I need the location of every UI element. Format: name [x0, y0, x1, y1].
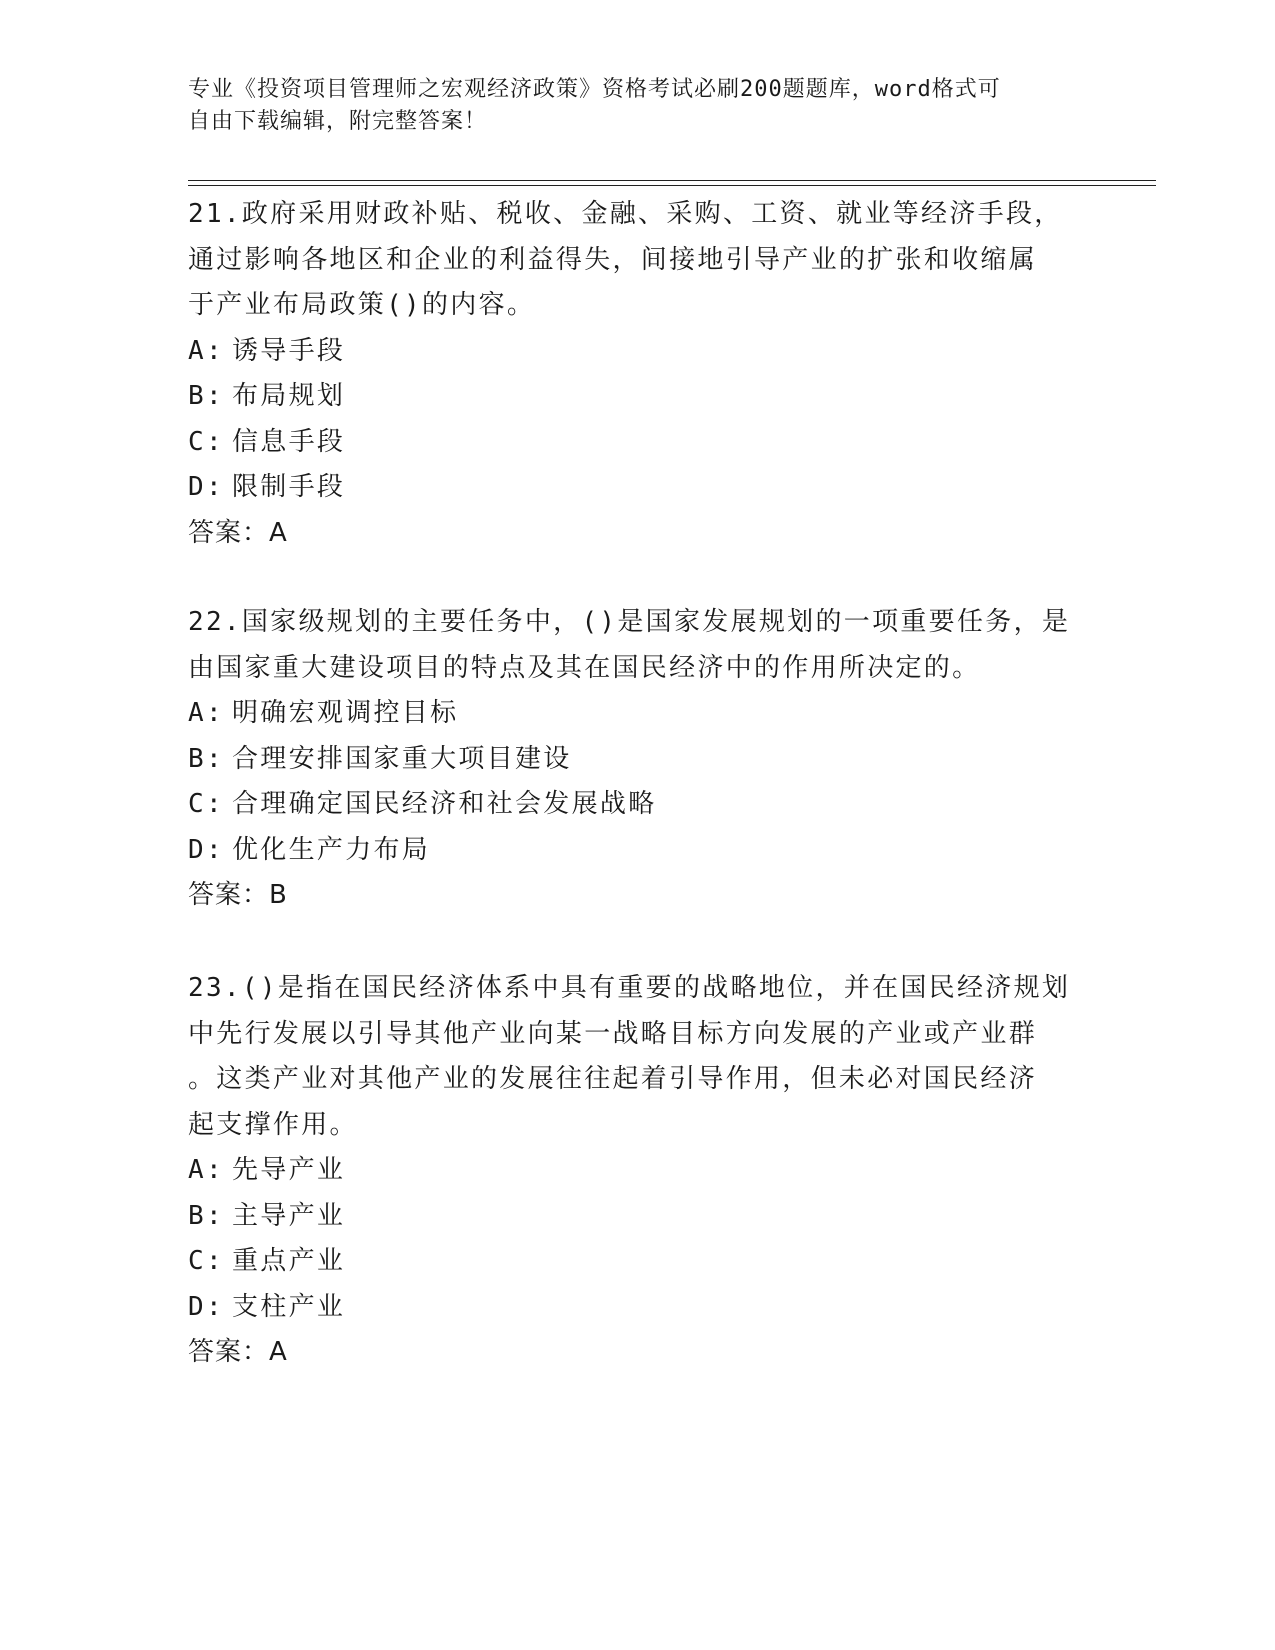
- option-letter: A:: [188, 335, 224, 366]
- question-text-line: 23.()是指在国民经济体系中具有重要的战略地位，并在国民经济规划: [188, 973, 1071, 1003]
- option-letter: B:: [188, 1200, 224, 1231]
- option-letter: D:: [188, 472, 224, 502]
- option-letter: C:: [188, 426, 224, 457]
- header-line-1: 专业《投资项目管理师之宏观经济政策》资格考试必刷200题题库，word格式可: [188, 77, 1001, 102]
- option-c: [188, 782, 1088, 828]
- option-letter: A:: [188, 1155, 224, 1185]
- option-text: 信息手段: [232, 426, 346, 457]
- question-text-line: 于产业布局政策()的内容。: [188, 290, 536, 320]
- option-text: 主导产业: [232, 1200, 346, 1231]
- option-text: 先导产业: [232, 1155, 346, 1185]
- option-letter: C:: [188, 789, 224, 819]
- question-text-line: 21.政府采用财政补贴、税收、金融、采购、工资、就业等经济手段，: [188, 199, 1063, 229]
- option-d: [188, 465, 1088, 511]
- question-text-line: 由国家重大建设项目的特点及其在国民经济中的作用所决定的。: [188, 652, 981, 683]
- answer: 答案：B: [188, 880, 288, 910]
- option-text: 合理确定国民经济和社会发展战略: [232, 789, 657, 819]
- option-text: 限制手段: [232, 472, 346, 502]
- question-text-line: 通过影响各地区和企业的利益得失，间接地引导产业的扩张和收缩属: [188, 244, 1038, 275]
- option-text: 诱导手段: [232, 335, 346, 366]
- header-divider-top: [188, 180, 1156, 181]
- option-text: 合理安排国家重大项目建设: [232, 743, 572, 774]
- answer: 答案：A: [188, 1337, 288, 1367]
- option-letter: C:: [188, 1246, 224, 1276]
- option-c: [188, 420, 1088, 466]
- option-c: [188, 1239, 1088, 1285]
- option-d: [188, 1285, 1088, 1331]
- option-text: 优化生产力布局: [232, 834, 431, 865]
- header-divider-bottom: [188, 185, 1156, 186]
- option-letter: B:: [188, 381, 224, 411]
- option-b: [188, 737, 1088, 783]
- question-text-line: 22.国家级规划的主要任务中，()是国家发展规划的一项重要任务，是: [188, 607, 1071, 637]
- option-b: [188, 374, 1088, 420]
- question-21: [188, 192, 1088, 556]
- option-d: [188, 828, 1088, 874]
- question-22: [188, 600, 1088, 919]
- question-text-line: 。这类产业对其他产业的发展往往起着引导作用，但未必对国民经济: [188, 1064, 1038, 1094]
- option-a: [188, 329, 1088, 375]
- option-letter: A:: [188, 698, 224, 728]
- option-letter: B:: [188, 743, 224, 774]
- option-text: 重点产业: [232, 1246, 346, 1276]
- header-line-2: 自由下载编辑，附完整答案！: [188, 109, 488, 134]
- option-b: [188, 1194, 1088, 1240]
- document-header: [188, 74, 1088, 138]
- option-text: 支柱产业: [232, 1291, 346, 1322]
- option-a: [188, 691, 1088, 737]
- option-letter: D:: [188, 834, 224, 865]
- question-23: [188, 966, 1088, 1376]
- option-text: 明确宏观调控目标: [232, 698, 459, 728]
- option-letter: D:: [188, 1291, 224, 1322]
- answer: 答案：A: [188, 517, 288, 548]
- option-a: [188, 1148, 1088, 1194]
- question-text-line: 起支撑作用。: [188, 1109, 358, 1140]
- option-text: 布局规划: [232, 381, 346, 411]
- question-text-line: 中先行发展以引导其他产业向某一战略目标方向发展的产业或产业群: [188, 1018, 1038, 1049]
